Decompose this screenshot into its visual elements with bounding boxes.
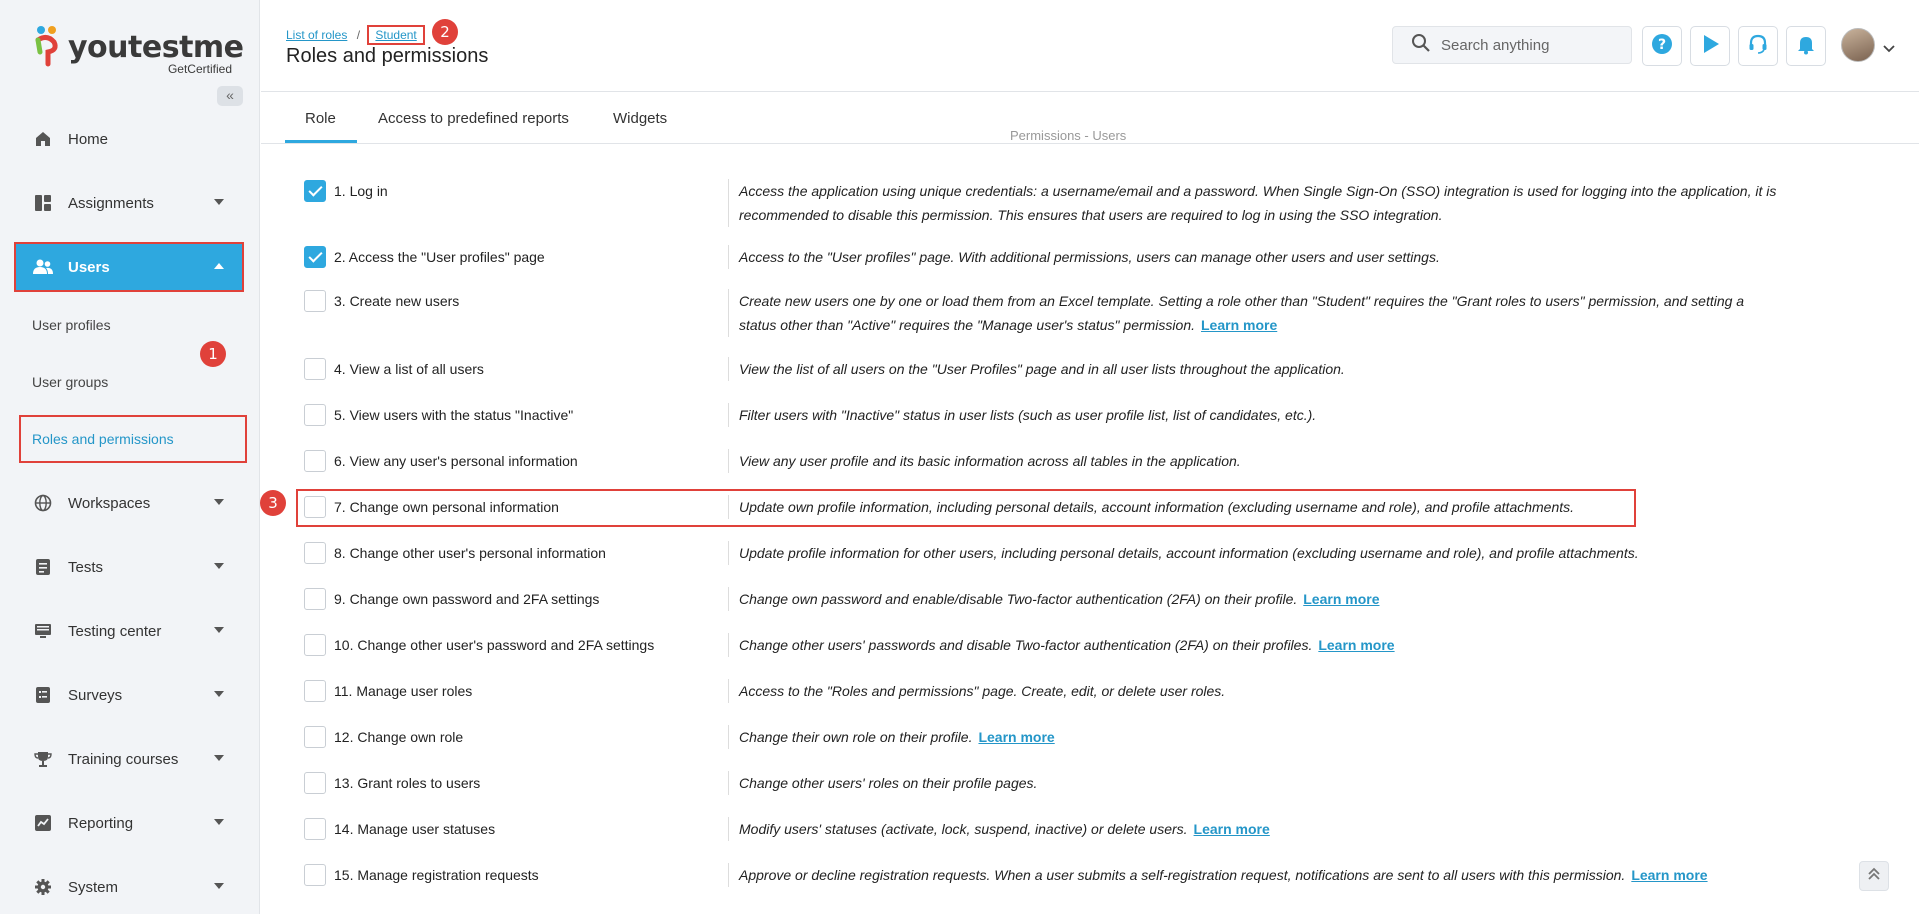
nav-label: System xyxy=(68,878,119,896)
permission-label: 1. Log in xyxy=(334,183,388,199)
nav-testing-center[interactable] xyxy=(16,608,242,654)
brand-name: youtestme xyxy=(68,30,244,65)
permission-checkbox[interactable] xyxy=(304,634,326,656)
permission-checkbox[interactable] xyxy=(304,450,326,472)
bell-icon xyxy=(1795,33,1817,60)
tab-widgets[interactable]: Widgets xyxy=(613,110,668,127)
nav-system[interactable] xyxy=(16,864,242,910)
subnav-user-profiles[interactable]: User profiles xyxy=(32,317,111,333)
subnav-roles-and-permissions[interactable]: Roles and permissions xyxy=(32,431,174,447)
nav-label: Training courses xyxy=(68,750,179,768)
permission-description xyxy=(728,771,1778,795)
globe-icon xyxy=(32,494,54,512)
monitor-icon xyxy=(32,622,54,640)
permission-label: 6. View any user's personal information xyxy=(334,453,578,469)
search-placeholder: Search anything xyxy=(1441,36,1550,54)
headset-icon xyxy=(1747,33,1769,60)
nav-label: Surveys xyxy=(68,686,123,704)
nav-tests[interactable] xyxy=(16,544,242,590)
support-button[interactable] xyxy=(1738,26,1778,66)
permission-description-text: Change other users' passwords and disable Two-factor authentication (2FA) on their profiles. xyxy=(739,637,1313,653)
permission-description xyxy=(728,679,1778,703)
nav-reporting[interactable] xyxy=(16,800,242,846)
permission-description-text: View any user profile and its basic information across all tables in the application. xyxy=(739,453,1241,469)
permission-checkbox[interactable] xyxy=(304,180,326,202)
permission-checkbox[interactable] xyxy=(304,726,326,748)
permission-description-text: Access to the "User profiles" page. With additional permissions, users can manage other users and user settings. xyxy=(739,249,1440,265)
permission-description xyxy=(728,541,1778,565)
tests-icon xyxy=(32,558,54,576)
chevron-down-icon xyxy=(214,691,224,697)
permission-description xyxy=(728,863,1778,887)
logo[interactable] xyxy=(32,22,244,76)
permission-description-text: Access the application using unique credentials: a username/email and a password. When Single Sign-On (SSO) integration is used for logging into the application, it is recommended to disable this permission. This ensures that users are required to log in using the SSO integration. xyxy=(739,183,1777,223)
row-highlight xyxy=(296,489,1636,527)
svg-text:?: ? xyxy=(1657,36,1667,53)
permission-checkbox[interactable] xyxy=(304,772,326,794)
permission-checkbox[interactable] xyxy=(304,404,326,426)
breadcrumb-student[interactable]: Student xyxy=(375,28,417,42)
step-marker-1: 1 xyxy=(200,341,226,367)
permission-description-text: Access to the "Roles and permissions" page. Create, edit, or delete user roles. xyxy=(739,683,1226,699)
learn-more-link[interactable]: Learn more xyxy=(1631,867,1708,883)
scroll-to-top-button[interactable] xyxy=(1859,861,1889,891)
search-input[interactable] xyxy=(1392,26,1632,64)
permission-description xyxy=(728,633,1778,657)
permission-description xyxy=(728,357,1778,381)
permission-label: 9. Change own password and 2FA settings xyxy=(334,591,600,607)
users-icon xyxy=(32,259,54,275)
permission-label: 2. Access the "User profiles" page xyxy=(334,249,545,265)
learn-more-link[interactable]: Learn more xyxy=(1193,821,1270,837)
section-title: Permissions - Users xyxy=(1010,128,1127,143)
tab-access-to-predefined-reports[interactable]: Access to predefined reports xyxy=(378,110,569,127)
permission-checkbox[interactable] xyxy=(304,864,326,886)
chevron-down-icon xyxy=(214,883,224,889)
permission-description xyxy=(728,817,1778,841)
permission-label: 4. View a list of all users xyxy=(334,361,484,377)
permission-description-text: Create new users one by one or load them from an Excel template. Setting a role other than "Student" requires the "Grant roles to users" permission, and setting a status other than "Active" requires the "Manage user's status" permission. xyxy=(739,293,1745,333)
double-chevron-up-icon xyxy=(1866,866,1882,887)
nav-label: Tests xyxy=(68,558,104,576)
home-icon xyxy=(32,130,54,148)
chevron-down-icon xyxy=(214,627,224,633)
breadcrumb xyxy=(286,25,425,45)
reporting-icon xyxy=(32,814,54,832)
permission-label: 10. Change other user's password and 2FA settings xyxy=(334,637,655,653)
tab-role[interactable]: Role xyxy=(305,110,336,127)
nav-assignments[interactable] xyxy=(16,180,242,226)
chevron-down-icon xyxy=(214,199,224,205)
permission-label: 15. Manage registration requests xyxy=(334,867,539,883)
permission-description xyxy=(728,403,1778,427)
permission-label: 7. Change own personal information xyxy=(334,499,559,515)
trophy-icon xyxy=(32,750,54,768)
nav-label: Workspaces xyxy=(68,494,151,512)
permission-label: 8. Change other user's personal information xyxy=(334,545,606,561)
permission-description xyxy=(728,449,1778,473)
permission-label: 13. Grant roles to users xyxy=(334,775,481,791)
learn-more-link[interactable]: Learn more xyxy=(1201,317,1278,333)
learn-more-link[interactable]: Learn more xyxy=(978,729,1055,745)
permission-description xyxy=(728,725,1778,749)
assignments-icon xyxy=(32,194,54,212)
page-title: Roles and permissions xyxy=(286,45,489,67)
chevron-down-icon[interactable] xyxy=(1883,40,1895,58)
chevron-up-icon xyxy=(214,263,224,269)
permission-label: 14. Manage user statuses xyxy=(334,821,496,837)
permission-label: 11. Manage user roles xyxy=(334,683,473,699)
permission-description-text: Modify users' statuses (activate, lock, suspend, inactive) or delete users. xyxy=(739,821,1188,837)
nav-label: Assignments xyxy=(68,194,154,212)
permission-description xyxy=(728,179,1778,227)
notifications-button[interactable] xyxy=(1786,26,1826,66)
permission-description-text: Change their own role on their profile. xyxy=(739,729,973,745)
surveys-icon xyxy=(32,686,54,704)
brand-sub: GetCertified xyxy=(167,62,232,76)
permission-checkbox[interactable] xyxy=(304,290,326,312)
permission-description-text: Update profile information for other users, including personal details, account information (excluding username and role), and profile attachments. xyxy=(739,545,1639,561)
permission-checkbox[interactable] xyxy=(304,588,326,610)
active-tab-indicator xyxy=(285,140,357,143)
permission-description-text: View the list of all users on the "User Profiles" page and in all user lists throughout the application. xyxy=(739,361,1345,377)
permission-checkbox[interactable] xyxy=(304,246,326,268)
permission-description xyxy=(728,587,1778,611)
permission-checkbox[interactable] xyxy=(304,818,326,840)
permission-checkbox[interactable] xyxy=(304,680,326,702)
permission-description-text: Update own profile information, including personal details, account information (excluding username and role), and profile attachments. xyxy=(739,499,1575,515)
permission-description-text: Approve or decline registration requests. When a user submits a self-registration request, notifications are sent to all users with this permission. xyxy=(739,867,1626,883)
subnav-user-groups[interactable]: User groups xyxy=(32,374,109,390)
search-icon xyxy=(1411,33,1431,57)
nav-training-courses[interactable] xyxy=(16,736,242,782)
help-icon xyxy=(1651,33,1673,60)
permission-description-text: Change own password and enable/disable Two-factor authentication (2FA) on their profile. xyxy=(739,591,1298,607)
chevron-down-icon xyxy=(214,499,224,505)
nav-label: Users xyxy=(68,258,110,276)
permission-label: 5. View users with the status "Inactive" xyxy=(334,407,574,423)
chevron-down-icon xyxy=(214,755,224,761)
gear-icon xyxy=(32,878,54,896)
permission-description xyxy=(728,245,1778,269)
learn-more-link[interactable]: Learn more xyxy=(1303,591,1380,607)
permission-description-text: Change other users' roles on their profile pages. xyxy=(739,775,1038,791)
nav-users[interactable] xyxy=(16,244,242,290)
avatar[interactable] xyxy=(1841,28,1875,62)
permission-description-text: Filter users with "Inactive" status in user lists (such as user profile list, list of candidates, etc.). xyxy=(739,407,1317,423)
collapse-sidebar-button[interactable]: « xyxy=(217,86,243,106)
nav-surveys[interactable] xyxy=(16,672,242,718)
header xyxy=(261,0,1919,92)
step-marker-2: 2 xyxy=(432,19,458,45)
nav-home[interactable] xyxy=(16,116,242,162)
permission-checkbox[interactable] xyxy=(304,358,326,380)
chevron-down-icon xyxy=(214,563,224,569)
breadcrumb-separator: / xyxy=(356,28,361,42)
permission-label: 12. Change own role xyxy=(334,729,464,745)
logo-mark-icon xyxy=(32,24,62,70)
learn-more-link[interactable]: Learn more xyxy=(1318,637,1395,653)
breadcrumb-list-of-roles[interactable]: List of roles xyxy=(286,28,348,42)
permission-checkbox[interactable] xyxy=(304,542,326,564)
nav-label: Testing center xyxy=(68,622,162,640)
step-marker-3: 3 xyxy=(260,490,286,516)
nav-workspaces[interactable] xyxy=(16,480,242,526)
breadcrumb-student-highlight xyxy=(367,25,424,45)
nav-label: Home xyxy=(68,130,109,148)
sidebar xyxy=(0,0,260,914)
permission-label: 3. Create new users xyxy=(334,293,460,309)
nav-label: Reporting xyxy=(68,814,134,832)
play-button[interactable] xyxy=(1690,26,1730,66)
help-button[interactable] xyxy=(1642,26,1682,66)
permission-description xyxy=(728,289,1778,337)
play-icon xyxy=(1699,33,1721,60)
chevron-down-icon xyxy=(214,819,224,825)
